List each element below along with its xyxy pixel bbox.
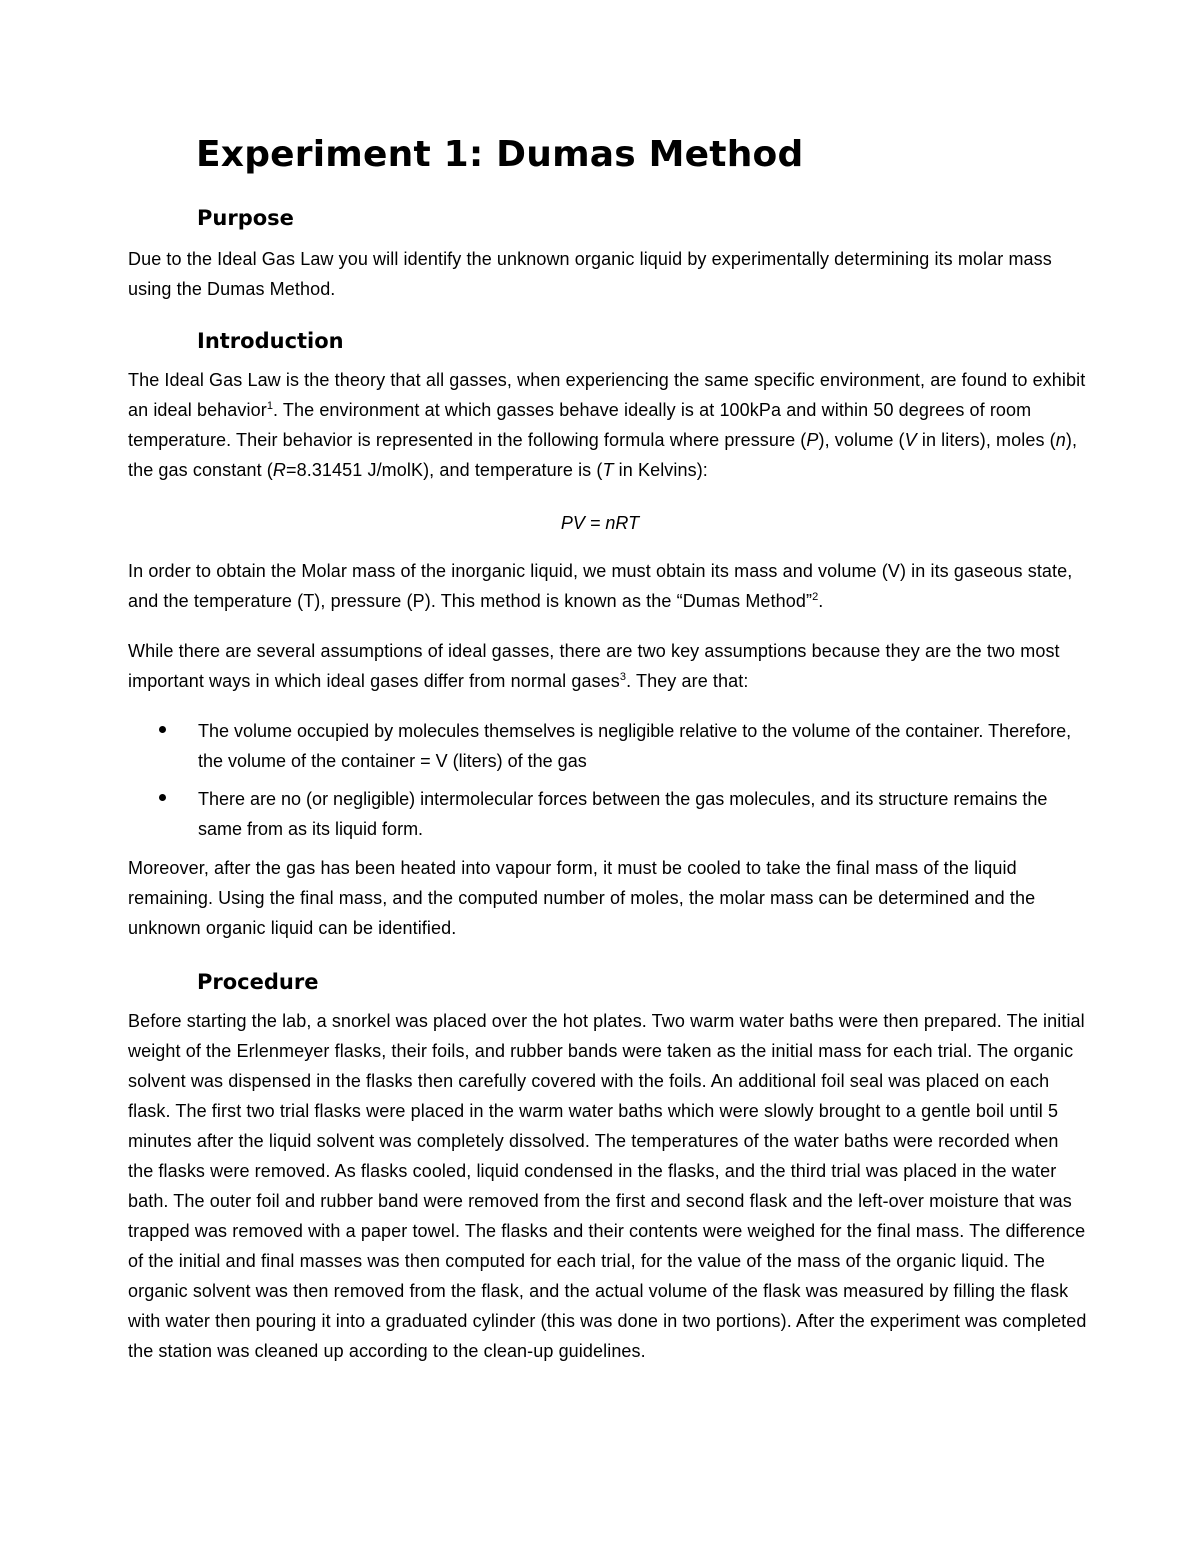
assumptions-list — [128, 716, 1088, 852]
procedure-paragraph: Before starting the lab, a snorkel was placed over the hot plates. Two warm water baths were then prepared. The initial weight of the Erlenmeyer flasks, their foils, and rubber bands were taken as the initial mass for each trial. The organic solvent was dispensed in the flasks then carefully covered with the foils. An additional foil seal was placed on each flask. The first two trial flasks were placed in the warm water baths which were slowly brought to a gentle boil until 5 minutes after the liquid solvent was completely dissolved. The temperatures of the water baths were recorded when the flasks were removed. As flasks cooled, liquid condensed in the flasks, and the third trial was placed in the water bath. The outer foil and rubber band were removed from the first and second flask and the left-over moisture that was trapped was removed with a paper towel. The flasks and their contents were weighed for the final mass. The difference of the initial and final masses was then computed for each trial, for the value of the mass of the organic liquid. The organic solvent was then removed from the flask, and the actual volume of the flask was measured by filling the flask with water then pouring it into a graduated cylinder (this was done in two portions). After the experiment was completed the station was cleaned up according to the clean-up guidelines. — [128, 1011, 1087, 1361]
list-item: The volume occupied by molecules themselves is negligible relative to the volume of the container. Therefore, the volume of the container = V (liters) of the gas — [128, 716, 1088, 776]
footnote-ref-2: 2 — [812, 591, 819, 603]
introduction-heading: Introduction — [197, 329, 344, 353]
document-title: Experiment 1: Dumas Method — [196, 134, 804, 175]
list-item: There are no (or negligible) intermolecular forces between the gas molecules, and its structure remains the same from as its liquid form. — [128, 784, 1088, 844]
intro-paragraph-1: The Ideal Gas Law is the theory that all gasses, when experiencing the same specific environment, are found to exhibit an ideal behavior$^1$. The environment at which gasses behave ideally is at 100kPa and within 50 degrees of room temperature. Their behavior is represented in the following formula where pressure (P), volume (V in liters), moles (n), the gas constant (R=8.31451 J/molK), and temperature is (T in Kelvins): — [128, 370, 1086, 480]
bullet-icon — [159, 726, 166, 733]
bullet-icon — [159, 794, 166, 801]
intro-paragraph-3: While there are several assumptions of ideal gasses, there are two key assumptions because they are the two most important ways in which ideal gases differ from normal gases$^3$. They are that: — [128, 641, 1060, 691]
purpose-heading: Purpose — [197, 206, 294, 230]
procedure-heading: Procedure — [197, 970, 319, 994]
footnote-ref-1: 1 — [266, 400, 274, 412]
intro-paragraph-4: Moreover, after the gas has been heated into vapour form, it must be cooled to take the final mass of the liquid remaining. Using the final mass, and the computed number of moles, the molar mass can be determined and the unknown organic liquid can be identified. — [128, 858, 1036, 938]
footnote-ref-3: 3 — [619, 671, 627, 683]
ideal-gas-formula: PV = nRT — [560, 513, 640, 533]
intro-paragraph-2: In order to obtain the Molar mass of the inorganic liquid, we must obtain its mass and volume (V) in its gaseous state, and the temperature (T), pressure (P). This method is known as the “Dumas Method”$^2$. — [128, 561, 1073, 611]
purpose-paragraph: Due to the Ideal Gas Law you will identify the unknown organic liquid by experimentally determining its molar mass using the Dumas Method. — [128, 249, 1052, 299]
